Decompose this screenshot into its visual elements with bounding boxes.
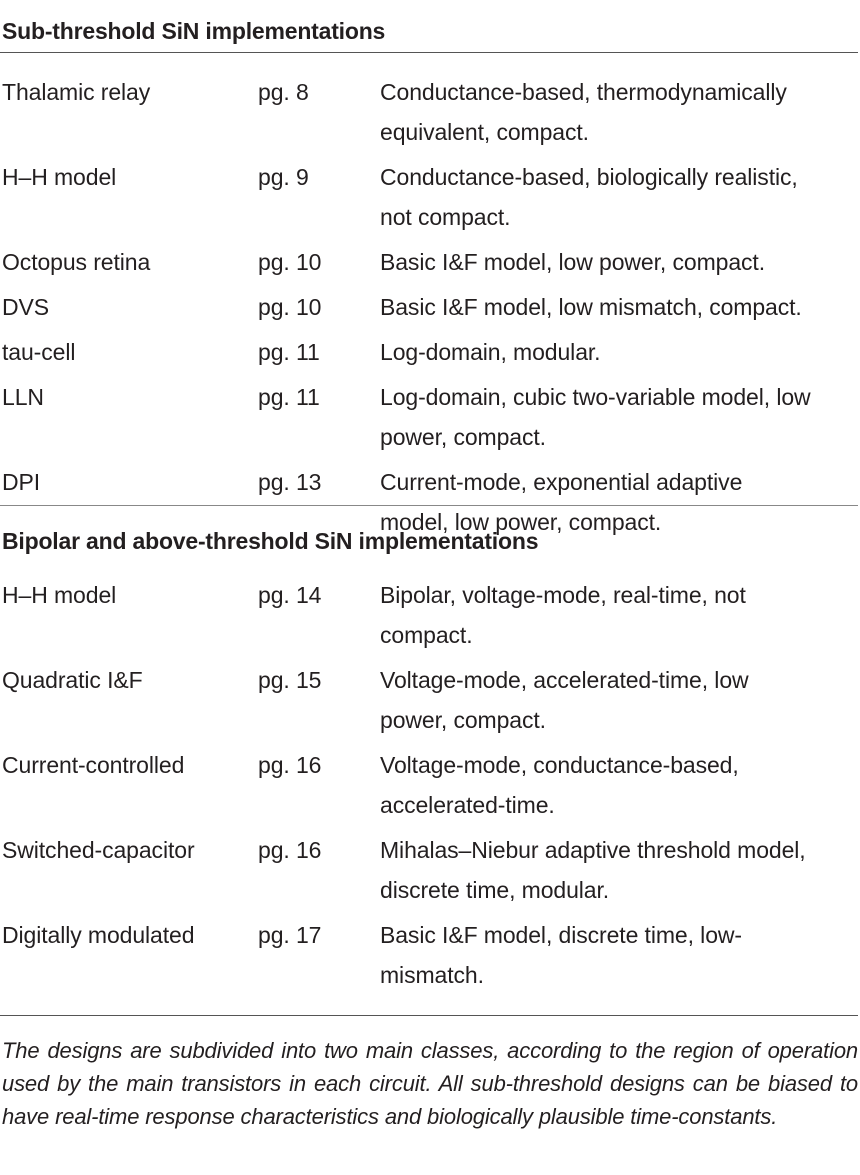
table-row <box>0 287 860 327</box>
row-description: Voltage-mode, conductance-based, accelerated-time. <box>380 752 739 818</box>
row-description: Conductance-based, thermodynamically equivalent, compact. <box>380 79 787 145</box>
row-page: pg. 8 <box>258 79 309 105</box>
table-row <box>0 332 860 372</box>
row-page: pg. 11 <box>258 339 320 365</box>
table-footnote: The designs are subdivided into two main classes, according to the region of operation used by the main transistors in each circuit. All sub-threshold designs can be biased to have real-time response characteristics and biologically plausible time-constants. <box>2 1038 858 1129</box>
row-description: Current-mode, exponential adaptive model, low power, compact. <box>380 469 743 535</box>
row-name: tau-cell <box>2 339 76 365</box>
row-description: Log-domain, cubic two-variable model, low power, compact. <box>380 384 811 450</box>
row-page: pg. 9 <box>258 164 309 190</box>
row-description: Mihalas–Niebur adaptive threshold model, discrete time, modular. <box>380 837 806 903</box>
table-row <box>0 915 860 995</box>
row-name: DPI <box>2 469 41 495</box>
row-page: pg. 13 <box>258 469 322 495</box>
section-rows-bipolar <box>0 562 860 1015</box>
row-page: pg. 17 <box>258 922 322 948</box>
row-page: pg. 10 <box>258 294 322 320</box>
section-rows-subthreshold <box>0 53 860 535</box>
row-name: LLN <box>2 384 44 410</box>
table-row <box>0 72 860 152</box>
row-description: Voltage-mode, accelerated-time, low power, compact. <box>380 667 749 733</box>
section-title-subthreshold: Sub-threshold SiN implementations <box>2 18 386 44</box>
table-row <box>0 660 860 740</box>
row-description: Basic I&F model, discrete time, low- mismatch. <box>380 922 742 988</box>
row-name: H–H model <box>2 164 117 190</box>
row-description: Log-domain, modular. <box>380 339 601 365</box>
row-page: pg. 10 <box>258 249 322 275</box>
row-page: pg. 11 <box>258 384 320 410</box>
section-title-bipolar: Bipolar and above-threshold SiN implementations <box>2 528 539 554</box>
row-name: DVS <box>2 294 49 320</box>
row-name: Digitally modulated <box>2 922 195 948</box>
row-description: Basic I&F model, low mismatch, compact. <box>380 294 802 320</box>
row-page: pg. 15 <box>258 667 322 693</box>
row-name: H–H model <box>2 582 117 608</box>
table-row <box>0 745 860 825</box>
table-row <box>0 157 860 237</box>
row-name: Octopus retina <box>2 249 151 275</box>
table-row <box>0 830 860 910</box>
row-name: Current-controlled <box>2 752 185 778</box>
row-page: pg. 16 <box>258 752 322 778</box>
row-name: Quadratic I&F <box>2 667 143 693</box>
table-row <box>0 377 860 457</box>
row-name: Switched-capacitor <box>2 837 195 863</box>
row-name: Thalamic relay <box>2 79 151 105</box>
row-description: Conductance-based, biologically realistic, not compact. <box>380 164 798 230</box>
table-row <box>0 242 860 282</box>
row-description: Basic I&F model, low power, compact. <box>380 249 765 275</box>
row-page: pg. 14 <box>258 582 322 608</box>
row-description: Bipolar, voltage-mode, real-time, not compact. <box>380 582 746 648</box>
table-row <box>0 575 860 655</box>
row-page: pg. 16 <box>258 837 322 863</box>
